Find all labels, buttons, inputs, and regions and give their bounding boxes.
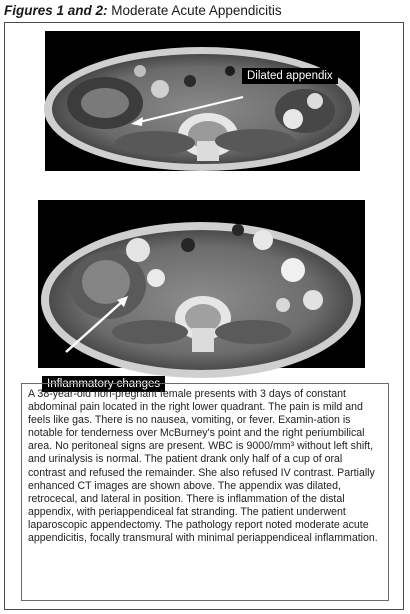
ct-image-2 [38,200,365,390]
ct-image-1 [45,31,360,171]
figure-panel [4,22,404,610]
callout-dilated-appendix: Dilated appendix [242,68,338,84]
ct-scan-2-graphic [38,200,365,368]
callout-inflammatory-changes: Inflammatory changes [42,376,165,392]
figure-title [4,3,282,18]
case-description: A 38-year-old non-pregnant female presents with 3 days of constant abdominal pain located in the right lower quadrant. The pain is mild and feels like gas. There is no nausea, vomiting, or fever. Examin-ation is notable for tenderness over McBurney's point and the right periumbilical area. No peritoneal signs are present. WBC is 9000/mm³ without left shift, and urinalysis is normal. The patient drank only half of a cup of oral contrast and refused the remainder. She also refused IV contrast. Partially enhanced CT images are shown above. The appendix was dilated, retrocecal, and lateral in position. There is inflammation of the distal appendix, with periappendiceal fat stranding. The patient underwent laparoscopic appendectomy. The pathology report noted moderate acute appendicitis, focally transmural with minimal periappendiceal inflammation. [21,383,389,601]
figure-title-text: Moderate Acute Appendicitis [111,3,282,18]
ct-scan-1-graphic [45,31,360,171]
figure-label: Figures 1 and 2: [4,3,108,18]
